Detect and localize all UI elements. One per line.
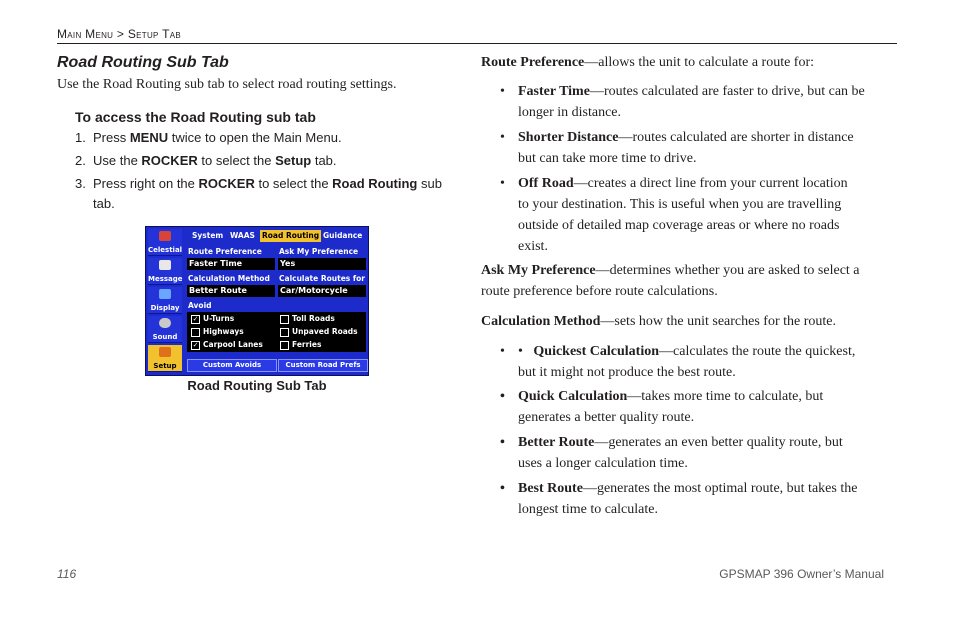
list-item-faster-time: [518, 81, 890, 123]
term: Quickest Calculation: [533, 344, 660, 359]
definition: —sets how the unit searches for the route.: [600, 314, 836, 329]
definition: —routes calculated are shorter in distance: [618, 130, 854, 145]
bullet: •: [500, 84, 505, 99]
bullet: •: [500, 389, 505, 404]
avoid-label-toll-roads: Toll Roads: [292, 314, 335, 323]
avoid-label-ferries: Ferries: [292, 340, 322, 349]
sidebar-label: Display: [150, 304, 180, 312]
sidebar-label: Setup: [153, 362, 177, 370]
bullet: •: [500, 176, 505, 191]
ask-my-preference-paragraph: [481, 260, 891, 302]
list-item-quickest-calculation: [518, 341, 890, 383]
sidebar-item-sound: [148, 316, 182, 343]
route-preference-label: Route Preference: [188, 247, 262, 256]
step-text: Press: [93, 130, 130, 145]
definition: route preference before route calculations.: [481, 284, 718, 299]
definition: —takes more time to calculate, but: [627, 389, 824, 404]
sidebar-item-display: [148, 287, 182, 314]
step-2: [75, 151, 460, 171]
avoid-label-unpaved-roads: Unpaved Roads: [292, 327, 358, 336]
procedure-heading: To access the Road Routing sub tab: [75, 109, 316, 125]
definition: —generates an even better quality route, but: [594, 435, 843, 450]
definition: but it might not produce the best route.: [518, 365, 736, 380]
step-number: 2.: [75, 153, 86, 168]
celestial-icon: [159, 231, 171, 241]
avoid-label: Avoid: [188, 301, 212, 310]
list-item-better-route: [518, 432, 890, 474]
section-title: Road Routing Sub Tab: [57, 54, 229, 71]
step-1: [75, 128, 460, 148]
calc-method-label: Calculation Method: [188, 274, 270, 283]
step-text: Press right on the: [93, 176, 199, 191]
term: Better Route: [518, 435, 595, 450]
message-icon: [159, 260, 171, 270]
tab-name-road-routing: Road Routing: [332, 176, 418, 191]
custom-avoids-button: Custom Avoids: [187, 359, 277, 372]
stray-bullet: •: [518, 344, 534, 359]
tab-waas: WAAS: [230, 231, 255, 240]
step-number: 3.: [75, 176, 86, 191]
step-text: tab.: [311, 153, 337, 168]
step-text: to select the: [197, 153, 276, 168]
definition: —calculates the route the quickest,: [659, 344, 856, 359]
bullet: •: [500, 435, 505, 450]
sidebar-label: Celestial: [148, 246, 183, 254]
avoid-check-ferries: [280, 341, 289, 350]
tools-icon: [159, 347, 171, 357]
term: Ask My Preference: [481, 263, 596, 278]
definition: longest time to calculate.: [518, 502, 658, 517]
bullet: •: [500, 130, 505, 145]
key-menu: MENU: [129, 130, 169, 145]
speaker-icon: [159, 318, 171, 328]
calc-routes-for-label: Calculate Routes for: [279, 274, 365, 283]
manual-title: GPSMAP 396 Owner’s Manual: [719, 567, 884, 581]
header-rule: [57, 43, 897, 44]
tab-system: System: [192, 231, 224, 240]
term: Quick Calculation: [518, 389, 628, 404]
definition: —generates the most optimal route, but takes the: [582, 481, 858, 496]
list-item-quick-calculation: [518, 386, 890, 428]
ask-preference-value: Yes: [278, 258, 366, 270]
definition: —allows the unit to calculate a route for:: [584, 55, 815, 70]
key-rocker: ROCKER: [198, 176, 255, 191]
term: Faster Time: [518, 84, 590, 99]
step-3: [75, 174, 460, 214]
avoid-check-toll-roads: [280, 315, 289, 324]
ask-preference-label: Ask My Preference: [279, 247, 359, 256]
term: Shorter Distance: [518, 130, 619, 145]
bullet: •: [500, 344, 505, 359]
page-number: 116: [57, 567, 77, 581]
calculation-method-paragraph: [481, 311, 891, 332]
calc-routes-for-value: Car/Motorcycle: [278, 285, 366, 297]
step-number: 1.: [75, 130, 86, 145]
step-text: Use the: [93, 153, 142, 168]
avoid-check-highways: [191, 328, 200, 337]
avoid-label-carpool-lanes: Carpool Lanes: [203, 340, 263, 349]
list-item-off-road: [518, 173, 890, 257]
step-text: sub tab.: [93, 176, 442, 211]
avoid-label-u-turns: U-Turns: [203, 314, 235, 323]
sidebar-label: Message: [148, 275, 183, 283]
sidebar-item-setup: [148, 345, 182, 372]
sidebar-item-message: [148, 258, 182, 285]
device-screenshot: [145, 226, 369, 376]
avoid-check-unpaved-roads: [280, 328, 289, 337]
avoid-label-highways: Highways: [203, 327, 244, 336]
list-item-shorter-distance: [518, 127, 890, 169]
route-preference-paragraph: [481, 52, 891, 73]
definition: —routes calculated are faster to drive, but can be: [589, 84, 865, 99]
term: Calculation Method: [481, 314, 601, 329]
sidebar-label: Sound: [152, 333, 178, 341]
calc-method-value: Better Route: [187, 285, 275, 297]
term: Route Preference: [481, 55, 585, 70]
definition: generates a better quality route.: [518, 410, 695, 425]
step-text: to select the: [254, 176, 333, 191]
route-preference-value: Faster Time: [187, 258, 275, 270]
avoid-check-u-turns: ✓: [192, 315, 199, 323]
tab-guidance: Guidance: [323, 231, 363, 240]
definition: —determines whether you are asked to select a: [595, 263, 860, 278]
bullet: •: [500, 481, 505, 496]
sidebar-item-celestial: [148, 229, 182, 256]
definition: to your destination. This is useful when you are travelling: [518, 197, 842, 212]
definition: longer in distance.: [518, 105, 622, 120]
tab-name-setup: Setup: [275, 153, 312, 168]
list-item-best-route: [518, 478, 890, 520]
tab-road-routing: Road Routing: [262, 231, 320, 240]
definition: uses a longer calculation time.: [518, 456, 688, 471]
display-icon: [159, 289, 171, 299]
definition: outside of detailed map coverage areas or where no roads: [518, 218, 840, 233]
step-text: twice to open the Main Menu.: [168, 130, 342, 145]
avoid-check-carpool-lanes: ✓: [192, 341, 199, 349]
custom-road-prefs-button: Custom Road Prefs: [278, 359, 368, 372]
definition: exist.: [518, 239, 548, 254]
breadcrumb: Main Menu > Setup Tab: [57, 27, 181, 41]
definition: but can take more time to drive.: [518, 151, 697, 166]
intro-text: Use the Road Routing sub tab to select road routing settings.: [57, 77, 397, 92]
term: Off Road: [518, 176, 574, 191]
definition: —creates a direct line from your current location: [573, 176, 848, 191]
figure-caption: Road Routing Sub Tab: [187, 378, 327, 393]
term: Best Route: [518, 481, 583, 496]
key-rocker: ROCKER: [141, 153, 198, 168]
